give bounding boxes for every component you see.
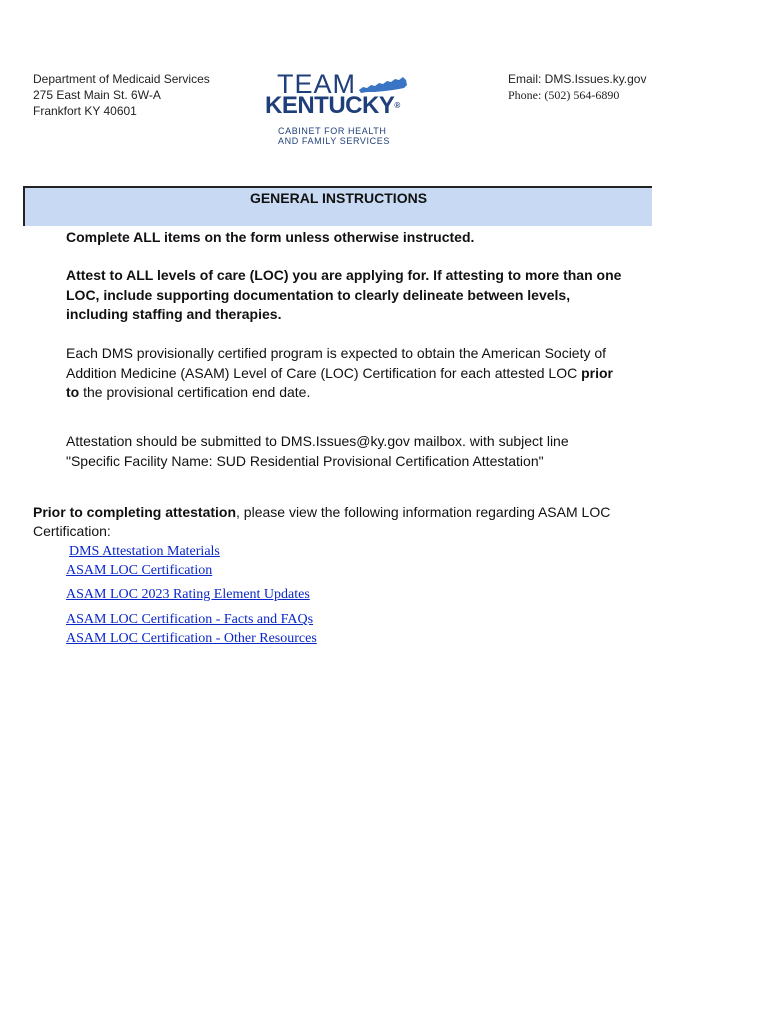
logo-cabinet-text: CABINET FOR HEALTH AND FAMILY SERVICES — [278, 126, 390, 146]
link-asam-other-resources[interactable]: ASAM LOC Certification - Other Resources — [66, 631, 317, 646]
team-kentucky-logo — [263, 68, 413, 148]
contact-info — [508, 71, 646, 103]
instruction-complete-all: Complete ALL items on the form unless otherwise instructed. — [66, 229, 475, 245]
email-text: Email: DMS.Issues.ky.gov — [508, 72, 647, 86]
link-dms-attestation-materials[interactable]: DMS Attestation Materials — [69, 544, 220, 559]
prior-to-emphasis: prior to — [66, 364, 613, 400]
address-line-street: 275 East Main St. 6W-A — [33, 88, 161, 102]
logo-registered-mark: ® — [394, 101, 400, 110]
link-asam-facts-and-faqs[interactable]: ASAM LOC Certification - Facts and FAQs — [66, 612, 314, 627]
instruction-submission: Attestation should be submitted to DMS.Issues@ky.gov mailbox. with subject line "Specific Facility Name: SUD Residential Provisional Certification Attestation" — [66, 433, 569, 469]
department-address — [33, 71, 210, 119]
logo-kentucky-text: KENTUCKY® — [265, 92, 400, 119]
link-asam-loc-certification[interactable]: ASAM LOC Certification — [66, 563, 213, 578]
address-line-city: Frankfort KY 40601 — [33, 104, 137, 118]
instruction-asam-certification: Each DMS provisionally certified program is expected to obtain the American Society of Addition Medicine (ASAM) Level of Care (LOC) Certification for each attested LOC prior to the provisional certification end date. — [66, 345, 613, 400]
prior-to-completing-emphasis: Prior to completing attestation — [33, 504, 237, 520]
logo-team-text: TEAM — [277, 69, 357, 99]
address-line-department: Department of Medicaid Services — [33, 72, 210, 86]
general-instructions-header — [23, 186, 652, 226]
instruction-attest-loc: Attest to ALL levels of care (LOC) you are applying for. If attesting to more than one LOC, include supporting documentation to clearly delineate between levels, including staffing and therapies. — [66, 267, 622, 322]
link-asam-rating-element-updates[interactable]: ASAM LOC 2023 Rating Element Updates — [66, 587, 310, 602]
instruction-prior-to-completing: Prior to completing attestation, please view the following information regarding ASAM LOC Certification: — [33, 504, 611, 539]
phone-text: Phone: (502) 564-6890 — [508, 88, 620, 102]
general-instructions-title: GENERAL INSTRUCTIONS — [249, 190, 428, 206]
